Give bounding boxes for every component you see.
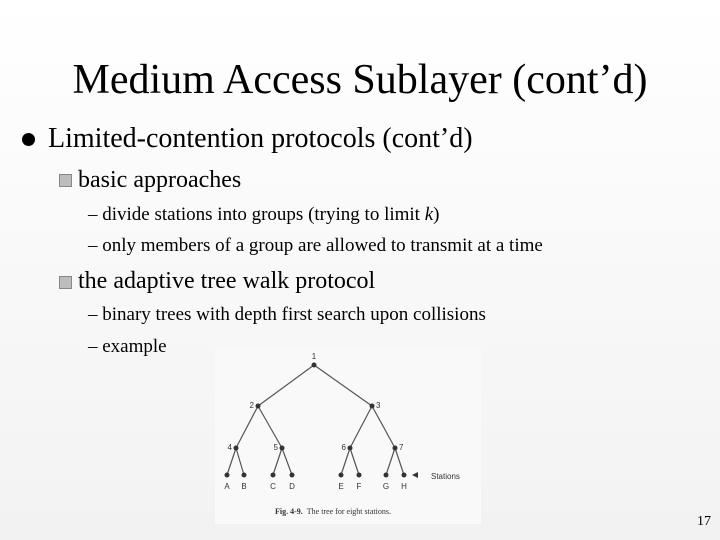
edge-4-b [236, 448, 244, 475]
slide-title: Medium Access Sublayer (cont’d) [72, 57, 648, 103]
sub-item-only-members: – only members of a group are allowed to transmit at a time [88, 235, 543, 256]
tree-edges [227, 365, 404, 475]
sub-item-example: – example [88, 336, 167, 357]
edge-2-5 [258, 406, 282, 448]
edge-1-2 [258, 365, 314, 406]
leaf-station-b [242, 473, 247, 478]
figure-caption-text: The tree for eight stations. [306, 507, 391, 516]
leaf-label-d: D [289, 482, 295, 491]
edge-1-3 [314, 365, 372, 406]
leaf-station-d [290, 473, 295, 478]
edge-4-a [227, 448, 236, 475]
edge-5-c [273, 448, 282, 475]
leaf-station-c [271, 473, 276, 478]
edge-2-4 [236, 406, 258, 448]
page-number: 17 [697, 514, 711, 529]
edge-6-e [341, 448, 350, 475]
leaf-label-e: E [338, 482, 344, 491]
node-label-1: 1 [311, 352, 317, 361]
edge-6-f [350, 448, 359, 475]
tree-diagram [215, 348, 481, 524]
tree-figure [215, 348, 481, 524]
main-bullet: Limited-contention protocols (cont’d) [48, 123, 473, 154]
leaf-station-f [357, 473, 362, 478]
edge-7-h [395, 448, 404, 475]
leaf-label-h: H [401, 482, 407, 491]
leaf-station-a [225, 473, 230, 478]
node-label-2: 2 [249, 401, 254, 410]
variable-k: k [424, 204, 434, 225]
sub-bullet-adaptive-tree-walk: the adaptive tree walk protocol [78, 268, 376, 294]
arrow-left-icon [412, 472, 418, 478]
tree-node-1 [312, 363, 317, 368]
stations-label: Stations [431, 472, 460, 481]
bullet-dot-icon [22, 133, 35, 146]
tree-node-3 [370, 404, 375, 409]
leaf-station-g [384, 473, 389, 478]
node-label-3: 3 [376, 401, 381, 410]
node-label-5: 5 [273, 443, 278, 452]
tree-node-7 [393, 446, 398, 451]
node-label-4: 4 [227, 443, 232, 452]
leaf-label-c: C [270, 482, 276, 491]
tree-node-5 [280, 446, 285, 451]
leaf-label-a: A [224, 482, 230, 491]
sub-item-divide-stations: – divide stations into groups (trying to limit k) [88, 204, 440, 225]
node-label-7: 7 [399, 443, 404, 452]
edge-3-7 [372, 406, 395, 448]
square-bullet-icon [59, 276, 72, 289]
sub-item-binary-trees: – binary trees with depth first search upon collisions [88, 304, 486, 325]
leaf-station-e [339, 473, 344, 478]
tree-node-6 [348, 446, 353, 451]
tree-node-2 [256, 404, 261, 409]
figure-caption [275, 507, 391, 516]
leaf-label-b: B [241, 482, 247, 491]
figure-caption-number: Fig. 4-9. [275, 507, 303, 516]
edge-5-d [282, 448, 292, 475]
leaf-label-g: G [382, 482, 390, 491]
leaf-label-f: F [356, 482, 362, 491]
tree-node-4 [234, 446, 239, 451]
edge-7-g [386, 448, 395, 475]
sub-bullet-basic-approaches: basic approaches [78, 167, 242, 193]
square-bullet-icon [59, 174, 72, 187]
leaf-station-h [402, 473, 407, 478]
node-label-6: 6 [341, 443, 346, 452]
edge-3-6 [350, 406, 372, 448]
